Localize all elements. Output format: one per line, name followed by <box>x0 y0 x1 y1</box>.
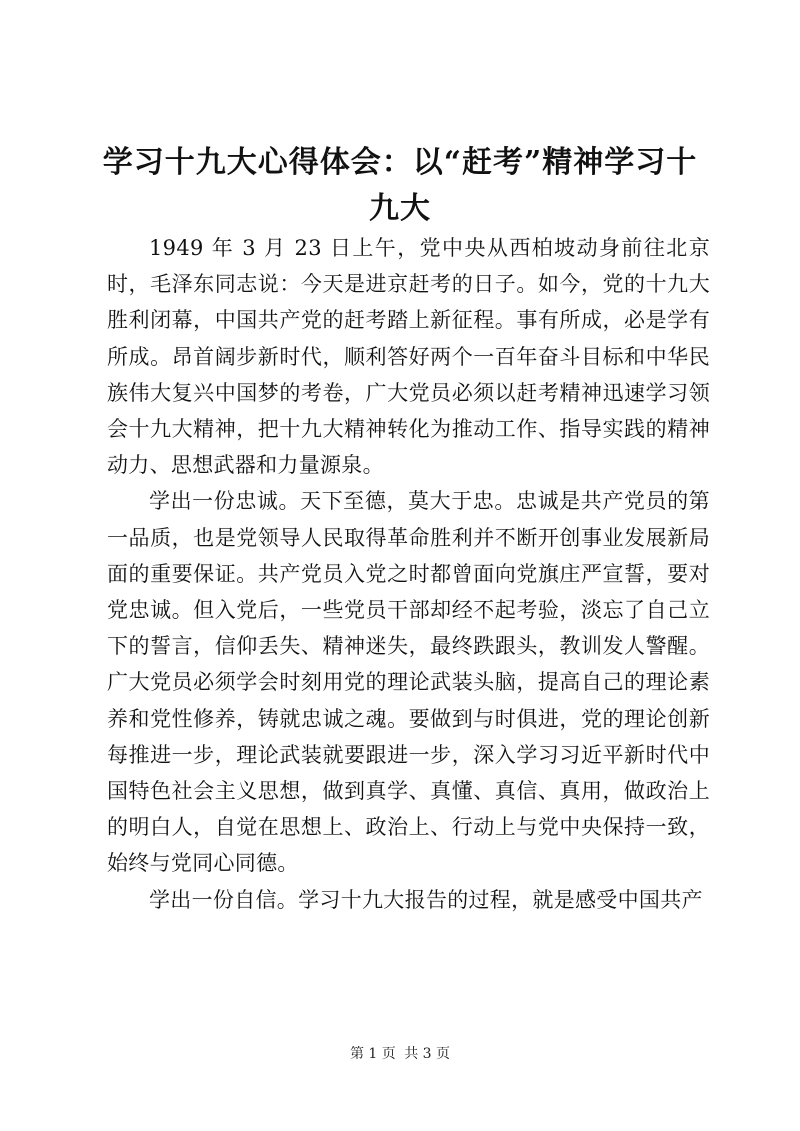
paragraph-loyalty: 学出一份忠诚。天下至德，莫大于忠。忠诚是共产党员的第一品质，也是党领导人民取得革命胜利并不断开创事业发展新局面的重要保证。共产党员入党之时都曾面向党旗庄严宣誓，要对党忠诚。但入党后，一些党员干部却经不起考验，淡忘了自己立下的誓言，信仰丢失、精神迷失，最终跌跟头，教训发人警醒。广大党员必须学会时刻用党的理论武装头脑，提高自己的理论素养和党性修养，铸就忠诚之魂。要做到与时俱进，党的理论创新每推进一步，理论武装就要跟进一步，深入学习习近平新时代中国特色社会主义思想，做到真学、真懂、真信、真用，做政治上的明白人，自觉在思想上、政治上、行动上与党中央保持一致，始终与党同心同德。 <box>107 489 710 876</box>
page-number: 第 1 页 <box>349 1046 396 1062</box>
paragraph-confidence: 学出一份自信。学习十九大报告的过程，就是感受中国共产 <box>149 887 703 912</box>
document-title: 学习十九大心得体会：以“赶考”精神学习十九大 <box>102 145 698 226</box>
document-body <box>107 230 710 918</box>
paragraph-intro: 1949 年 3 月 23 日上午，党中央从西柏坡动身前往北京时，毛泽东同志说：今天是进京赶考的日子。如今，党的十九大胜利闭幕，中国共产党的赶考踏上新征程。事有所成，必是学有所成。昂首阔步新时代，顺利答好两个一百年奋斗目标和中华民族伟大复兴中国梦的考卷，广大党员必须以赶考精神迅速学习领会十九大精神，把十九大精神转化为推动工作、指导实践的精神动力、思想武器和力量源泉。 <box>107 236 710 478</box>
page-footer <box>0 1044 800 1064</box>
page-total: 共 3 页 <box>404 1046 451 1062</box>
